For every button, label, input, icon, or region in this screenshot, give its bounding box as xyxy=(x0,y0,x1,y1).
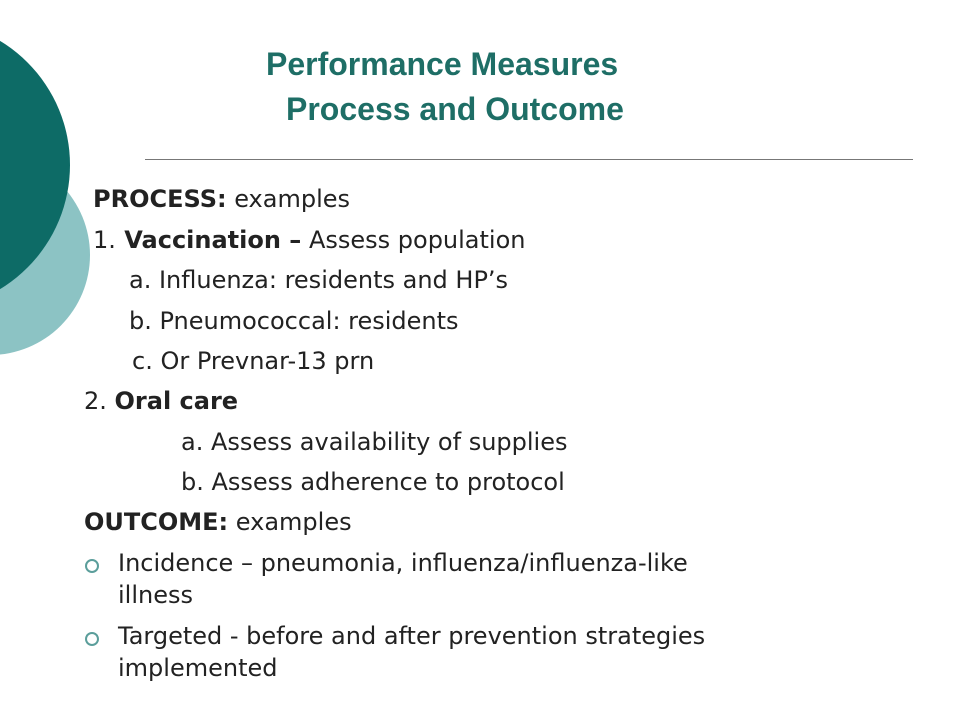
outcome-label: OUTCOME: xyxy=(84,508,229,536)
process-suffix: examples xyxy=(226,185,351,213)
outcome-bullet-1-line-1: Incidence – pneumonia, influenza/influenza-like xyxy=(118,549,688,577)
outcome-bullet-2-line-2: implemented xyxy=(118,654,278,682)
slide-title-line-2: Process and Outcome xyxy=(286,91,624,127)
outcome-heading xyxy=(84,507,352,537)
process-label: PROCESS: xyxy=(93,185,227,213)
slide-title-line-1: Performance Measures xyxy=(266,46,619,82)
process-item-2 xyxy=(84,386,238,416)
item-2-number: 2. xyxy=(84,387,115,415)
process-heading xyxy=(93,184,350,214)
item-1-sub-a: a. Influenza: residents and HP’s xyxy=(129,266,509,294)
item-2-heading: Oral care xyxy=(114,387,239,415)
item-1-text: Assess population xyxy=(301,226,526,254)
outcome-bullet-1-line-2: illness xyxy=(118,581,193,609)
title-divider xyxy=(145,159,913,160)
item-2-sub-a: a. Assess availability of supplies xyxy=(181,428,568,456)
item-2-sub-b: b. Assess adherence to protocol xyxy=(181,468,565,496)
outcome-suffix: examples xyxy=(228,508,352,536)
item-1-heading: Vaccination – xyxy=(115,226,302,254)
outcome-bullet-2-line-1: Targeted - before and after prevention strategies xyxy=(118,622,706,650)
process-item-1 xyxy=(93,225,525,255)
bullet-ring-icon xyxy=(85,632,99,646)
item-1-number: 1. xyxy=(93,226,116,254)
item-1-sub-c: c. Or Prevnar-13 prn xyxy=(132,347,375,375)
item-1-sub-b: b. Pneumococcal: residents xyxy=(129,307,459,335)
bullet-ring-icon xyxy=(85,559,99,573)
